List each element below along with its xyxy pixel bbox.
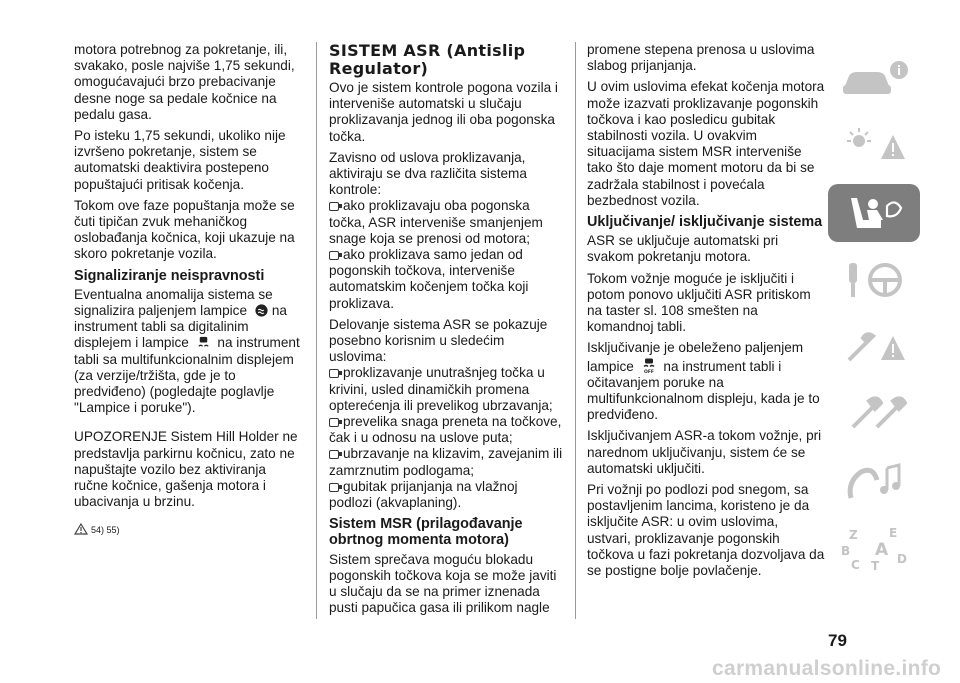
esc-off-lamp-icon xyxy=(641,357,657,374)
bullet-icon xyxy=(329,483,339,492)
bullet-text: gubitak prijanjanja na vlažnoj podlozi (akvaplaning). xyxy=(329,478,518,511)
tab-safety[interactable] xyxy=(828,184,920,242)
key-steering-icon xyxy=(837,257,911,303)
section-heading-onoff: Uključivanje/ isključivanje sistema xyxy=(587,214,823,231)
bullet-item xyxy=(329,446,563,478)
bullet-icon xyxy=(329,450,339,459)
asr-warning-lamp-icon xyxy=(254,303,269,318)
warning-triangle-icon xyxy=(74,523,88,535)
chapter-sidebar xyxy=(828,50,920,586)
column-divider-2 xyxy=(575,42,576,619)
section-heading-signal: Signaliziranje neispravnosti xyxy=(74,267,265,284)
paragraph: Tokom ove faze popuštanja može se čuti tipičan zvuk mehaničkog oslobađanja kočnica, koji ukazuje na skoro pokretanje vozila. xyxy=(74,197,295,262)
column-3 xyxy=(587,42,825,584)
index-letter: T xyxy=(871,559,880,571)
watermark: carmanualsonline.info xyxy=(712,657,942,680)
paragraph-signal xyxy=(74,287,302,417)
bullet-icon xyxy=(329,202,339,211)
paragraph: ASR se uključuje automatski pri svakom pokretanju motora. xyxy=(587,233,779,265)
tab-multimedia[interactable] xyxy=(828,452,920,510)
bullet-item xyxy=(329,247,563,312)
text-span: na instrument tabli sa multifunkcionalnim displejem (za verzije/tržišta, gde je to predviđeno) (pogledajte poglavlje "Lampice i poruke"). xyxy=(74,335,300,416)
text-span: na instrument tabli sa digitalinim displejem i lampice xyxy=(74,303,287,351)
paragraph: Isključivanjem ASR-a tokom vožnje, pri narednom uključivanju, sistem će se automatski uključiti. xyxy=(587,428,822,476)
paragraph: U ovim uslovima efekat kočenja motora može izazvati proklizavanje pogonskih točkova i kao posledicu gubitak stabilnosti vozila. U ovakvim situacijama sistem MSR interveniše tako što daje moment motoru da bi se zadržala stabilnost i povećala bezbednost vozila. xyxy=(587,79,825,208)
paragraph: Pri vožnji po podlozi pod snegom, sa postavljenim lancima, koristeno je da isključite ASR: u ovim uslovima, ustvari, proklizavanje pogonskih točkova u fazi pokretanja dozvoljava da se postigne bolje povlačenje. xyxy=(587,482,825,579)
text-span: na instrument tabli i očitavanjem poruke na multifunkcionalnom displeju, kada je to predviđeno. xyxy=(587,358,820,423)
warning-lights-icon xyxy=(837,123,911,169)
bullet-icon xyxy=(329,369,339,378)
tab-warning-lights[interactable] xyxy=(828,117,920,175)
section-heading-msr: Sistem MSR (prilagođavanje obrtnog momenta motora) xyxy=(329,516,523,549)
index-letter: A xyxy=(875,540,889,560)
page-number: 79 xyxy=(828,631,847,650)
paragraph: motora potrebnog za pokretanje, ili, svakako, posle najviše 1,75 sekundi, omogućavajući brzo prebacivanje desne noge sa pedale kočnice na pedalu gasa. xyxy=(74,42,295,122)
maintenance-icon xyxy=(837,391,911,437)
bullet-text: ako proklizava samo jedan od pogonskih točkova, interveniše automatskim kočenjem točka koji proklizava. xyxy=(329,247,529,311)
car-info-icon xyxy=(837,56,911,102)
tab-index[interactable] xyxy=(828,519,920,577)
bullet-icon xyxy=(329,418,339,427)
bullet-text: ako proklizavaju oba pogonska točka, ASR interveniše smanjenjem snage koja se prenosi od motora; xyxy=(329,198,543,246)
bullet-text: prevelika snaga preneta na točkove, čak i u odnosu na uslove puta; xyxy=(329,414,562,446)
warning-references xyxy=(74,522,302,538)
bullet-item xyxy=(329,198,563,247)
tab-emergency[interactable] xyxy=(828,318,920,376)
bullet-item xyxy=(329,479,563,511)
bullet-item xyxy=(329,365,563,414)
section-heading-asr: SISTEM ASR (Antislip Regulator) xyxy=(329,41,526,78)
index-letter: D xyxy=(897,552,907,566)
column-1 xyxy=(74,42,302,539)
lamp-off-label: OFF xyxy=(643,369,654,374)
paragraph: Tokom vožnje moguće je isključiti i potom ponovo uključiti ASR pritiskom na taster sl. 108 smešten na komandnoj tabli. xyxy=(587,270,811,335)
paragraph: promene stepena prenosa u uslovima slabog prijanjanja. xyxy=(587,42,815,74)
paragraph: Sistem sprečava moguću blokadu pogonskih točkova koja se može javiti u slučaju da se na primer iznenada pusti papučica gasa ili prilikom nagle xyxy=(329,551,557,616)
text-span: Isključivanje je obeleženo paljenjem lampice xyxy=(587,340,804,374)
bullet-item xyxy=(329,414,563,446)
paragraph: Po isteku 1,75 sekundi, ukoliko nije izvršeno pokretanje, sistem se automatski deaktivira postepeno popuštajući pritisak kočenja. xyxy=(74,128,286,192)
bullet-icon xyxy=(329,251,339,260)
column-divider-1 xyxy=(316,42,317,619)
paragraph: Delovanje sistema ASR se pokazuje posebno korisnim u sledećim uslovima: xyxy=(329,316,548,365)
bullet-text: proklizavanje unutrašnjeg točka u krivini, usled dinamičkih promena opterećenja ili prevelikog ubrzavanja; xyxy=(329,365,553,413)
service-tools-icon xyxy=(837,324,911,370)
warning-paragraph: UPOZORENJE Sistem Hill Holder ne predstavlja parkirnu kočnicu, zato ne napuštajte vozilo bez aktiviranja ručne kočnice, gašenja motora i ubacivanja u brzinu. xyxy=(74,429,298,510)
warning-ref-numbers: 54) 55) xyxy=(91,525,120,536)
multimedia-icon xyxy=(837,458,911,504)
esc-car-lamp-icon xyxy=(196,335,211,350)
paragraph: Ovo je sistem kontrole pogona vozila i interveniše automatski u slučaju proklizavanja jednog ili oba pogonska točka. xyxy=(329,80,558,144)
tab-car-info[interactable] xyxy=(828,50,920,108)
index-letter: C xyxy=(851,558,860,571)
tab-maintenance[interactable] xyxy=(828,385,920,443)
column-2 xyxy=(329,42,563,622)
index-letter: E xyxy=(889,526,898,540)
text-span: Eventualna anomalija sistema se signalizira paljenjem lampice xyxy=(74,286,273,319)
index-letter: B xyxy=(841,544,851,558)
seat-airbag-icon xyxy=(837,190,911,236)
bullet-text: ubrzavanje na klizavim, zavejanim ili zamrznutim podlogama; xyxy=(329,446,563,478)
paragraph-lamp xyxy=(587,340,825,423)
paragraph: Zavisno od uslova proklizavanja, aktiviraju se dva različita sistema kontrole: xyxy=(329,149,527,198)
index-letter: Z xyxy=(849,528,858,542)
tab-starting-driving[interactable] xyxy=(828,251,920,309)
index-icon xyxy=(837,525,911,571)
